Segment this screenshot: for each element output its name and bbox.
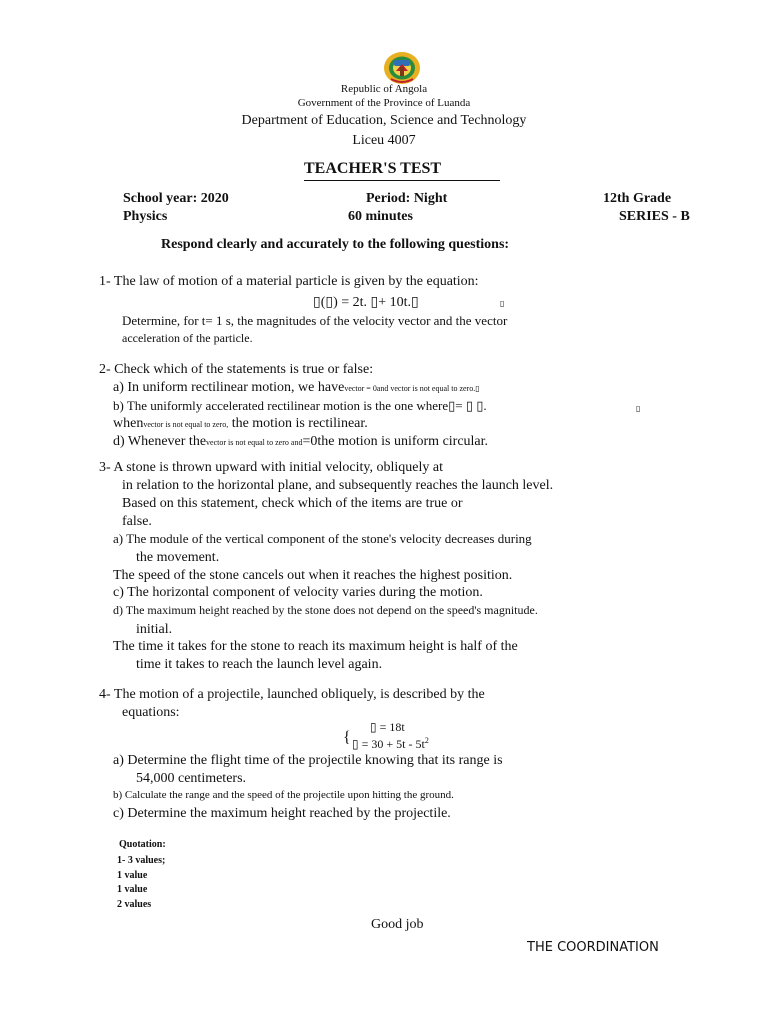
question-3-item-d-line1: d) The maximum height reached by the stone does not depend on the speed's magnitude. [113, 603, 538, 617]
question-1-equation: ▯(▯) = 2t. ▯+ 10t.▯ [313, 295, 419, 310]
question-3-item-e-line2: time it takes to reach the launch level again. [136, 657, 383, 672]
question-3-line4: false. [122, 514, 152, 529]
school-year: School year: 2020 [123, 191, 229, 206]
question-4-equation-2-exponent: 2 [424, 736, 429, 745]
header-government: Government of the Province of Luanda [297, 97, 471, 109]
question-4-item-a-line2: 54,000 centimeters. [136, 771, 247, 786]
question-4-equation-2 [352, 736, 429, 752]
question-3-item-a-line1: a) The module of the vertical component of the stone's velocity decreases during [113, 531, 532, 546]
question-3-item-e-line1: The time it takes for the stone to reach its maximum height is half of the [113, 639, 518, 654]
quotation-row: 2 values [117, 899, 152, 910]
question-2-item-a-glyph: ▯ [475, 384, 480, 393]
angola-emblem-icon [383, 51, 421, 85]
header-country: Republic of Angola [340, 83, 428, 95]
header-school: Liceu 4007 [352, 133, 416, 148]
header-department: Department of Education, Science and Technology [241, 113, 527, 128]
quotation-row: 1- 3 values; [117, 855, 166, 866]
question-1-text: 1- The law of motion of a material particle is given by the equation: [99, 274, 479, 289]
question-2-item-a [113, 380, 480, 396]
question-2-item-d-prefix: d) Whenever the [113, 434, 207, 449]
question-3-item-c: c) The horizontal component of velocity varies during the motion. [113, 585, 483, 600]
question-1-body-line2: acceleration of the particle. [122, 331, 253, 345]
question-3-item-d-line2: initial. [136, 622, 173, 637]
closing-text: Good job [371, 917, 424, 932]
quotation-row: 1 value [117, 870, 148, 881]
question-2-item-b: b) The uniformly accelerated rectilinear motion is the one where▯= ▯ ▯. [113, 398, 487, 413]
question-4-line2: equations: [122, 705, 180, 720]
question-4-item-c: c) Determine the maximum height reached by the projectile. [113, 806, 451, 821]
question-2-item-c [113, 416, 368, 432]
grade: 12th Grade [603, 191, 672, 206]
question-4-brace: { [343, 729, 351, 746]
question-3-line3: Based on this statement, check which of the items are true or [122, 496, 463, 511]
question-4-item-b: b) Calculate the range and the speed of the projectile upon hitting the ground. [113, 789, 454, 801]
question-2-item-d [113, 434, 488, 450]
question-3-item-b: The speed of the stone cancels out when it reaches the highest position. [113, 568, 513, 583]
question-1-stray-glyph: ▯ [500, 299, 505, 308]
question-2-item-c-garbled: vector is not equal to zero, [143, 420, 229, 429]
instruction: Respond clearly and accurately to the following questions: [161, 237, 510, 252]
question-2-item-c-prefix: when [113, 416, 144, 431]
question-2-item-d-suffix: =0the motion is uniform circular. [302, 434, 489, 449]
question-3-item-a-line2: the movement. [136, 550, 220, 565]
question-2-stray-glyph: ▯ [636, 404, 641, 413]
question-4-equation-2-main: ▯ = 30 + 5t - 5t [352, 737, 425, 751]
subject: Physics [123, 209, 168, 224]
question-3-line1: 3- A stone is thrown upward with initial velocity, obliquely at [99, 460, 443, 475]
page-title: TEACHER'S TEST [304, 160, 442, 177]
question-2-item-a-garbled: vector = 0and vector is not equal to zero. [344, 384, 476, 393]
question-3-line2: in relation to the horizontal plane, and subsequently reaches the launch level. [122, 478, 554, 493]
question-4-line1: 4- The motion of a projectile, launched obliquely, is described by the [99, 687, 485, 702]
title-underline [304, 180, 500, 181]
question-2-item-a-text: a) In uniform rectilinear motion, we have [113, 380, 345, 395]
signature-coordination: THE COORDINATION [527, 940, 659, 955]
question-2-item-d-garbled: vector is not equal to zero and [206, 438, 303, 447]
series: SERIES - B [619, 209, 690, 224]
period: Period: Night [366, 191, 448, 206]
question-4-item-a-line1: a) Determine the flight time of the projectile knowing that its range is [113, 753, 503, 768]
question-2-item-c-suffix: the motion is rectilinear. [228, 416, 368, 431]
question-2-intro: 2- Check which of the statements is true or false: [99, 362, 374, 377]
question-4-equation-1: ▯ = 18t [370, 720, 405, 734]
quotation-row: 1 value [117, 884, 148, 895]
question-1-body-line1: Determine, for t= 1 s, the magnitudes of the velocity vector and the vector [122, 313, 508, 328]
duration: 60 minutes [348, 209, 413, 224]
quotation-title: Quotation: [119, 839, 166, 850]
